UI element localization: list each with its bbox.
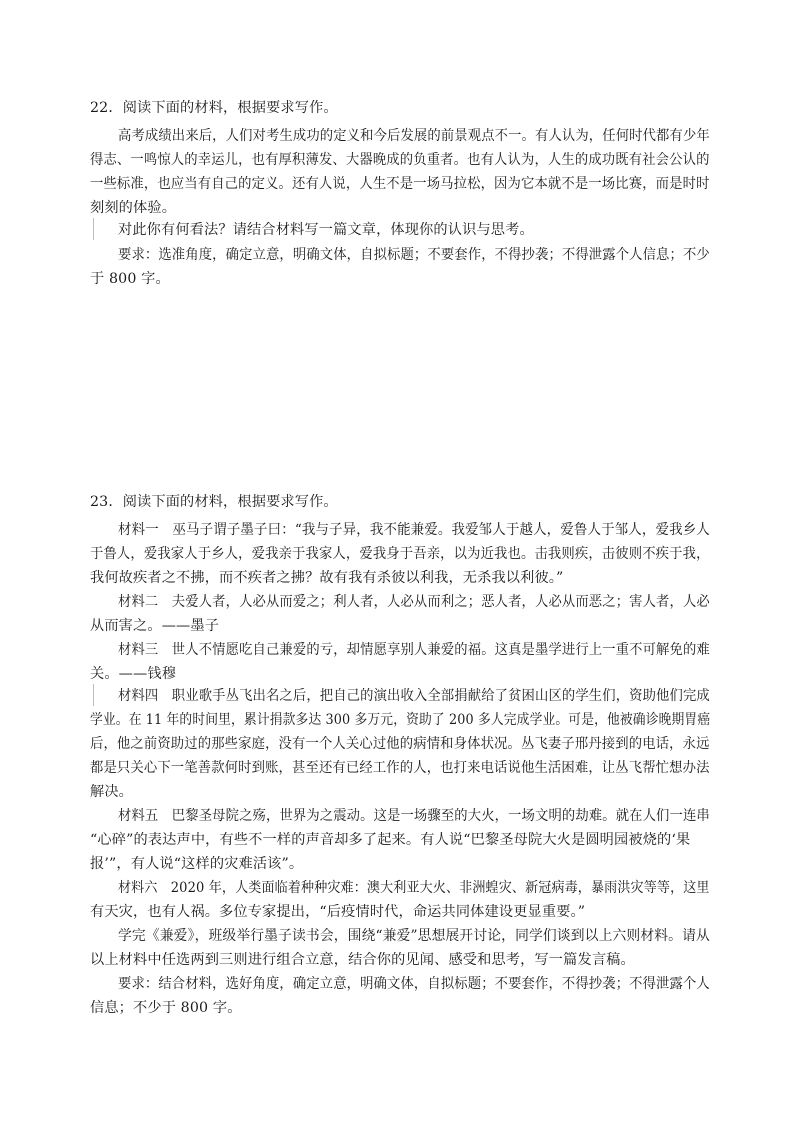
question-23-requirements-cont: 信息；不少于 800 字。: [90, 1000, 242, 1016]
question-22-requirements: 要求：选准角度，确定立意，明确文体，自拟标题；不要套作，不得抄袭；不得泄露个人信息；不少: [118, 247, 710, 263]
question-23-task: 以上材料中任选两到三则进行组合立意，结合你的见闻、感受和思考，写一篇发言稿。: [90, 952, 635, 968]
question-22-line: 得志、一鸣惊人的幸运儿，也有厚积薄发、大器晚成的负重者。也有人认为，人生的成功既有社会公认的: [90, 152, 710, 168]
material-1-line: 我何故疾者之不拂，而不疾者之拂？故有我有杀彼以利我，无杀我以利彼。”: [90, 570, 564, 586]
material-5-line: 报’”，有人说“这样的灾难活该”。: [90, 856, 304, 872]
material-1-line: 材料一 巫马子谓子墨子曰：“我与子异，我不能兼爱。我爱邹人于越人，爱鲁人于邹人，爱我乡人: [118, 522, 710, 538]
material-6-line: 有天灾，也有人祸。多位专家提出，“后疫情时代，命运共同体建设更显重要。”: [90, 904, 586, 920]
question-22-line: 一些标准，也应当有自己的定义。还有人说，人生不是一场马拉松，因为它本就不是一场比赛，而是时时: [90, 176, 710, 192]
material-4-line: 后，他之前资助过的那些家庭，没有一个人关心过他的病情和身体状况。丛飞妻子邢丹接到的电话，永远: [90, 736, 710, 752]
question-22-task: 对此你有何看法？请结合材料写一篇文章，体现你的认识与思考。: [118, 222, 534, 238]
material-2-line: 材料二 夫爱人者，人必从而爱之；利人者，人必从而利之；恶人者，人必从而恶之；害人者，人必: [118, 594, 710, 610]
question-22-heading: 22．阅读下面的材料，根据要求写作。: [90, 100, 338, 116]
question-22-line: 高考成绩出来后，人们对考生成功的定义和今后发展的前景观点不一。有人认为，任何时代都有少年: [118, 128, 710, 144]
question-22-line: 刻刻的体验。: [90, 200, 177, 216]
margin-mark: [93, 218, 94, 240]
question-23-task: 学完《兼爱》，班级举行墨子读书会，围绕“兼爱”思想展开讨论，同学们谈到以上六则材料。请从: [118, 928, 710, 944]
material-4-line: 材料四 职业歌手丛飞出名之后，把自己的演出收入全部捐献给了贫困山区的学生们，资助他们完成: [118, 688, 710, 704]
question-23-heading: 23．阅读下面的材料，根据要求写作。: [90, 494, 338, 510]
material-5-line: “心碎”的表达声中，有些不一样的声音却多了起来。有人说“巴黎圣母院大火是圆明园被烧的‘果: [90, 832, 691, 848]
material-2-line: 从而害之。——墨子: [90, 618, 220, 634]
margin-mark: [93, 684, 94, 706]
material-3-line: 材料三 世人不情愿吃自己兼爱的亏，却情愿享别人兼爱的福。这真是墨学进行上一重不可解免的难: [118, 642, 710, 658]
material-3-line: 关。——钱穆: [90, 666, 177, 682]
material-5-line: 材料五 巴黎圣母院之殇，世界为之震动。这是一场骤至的大火，一场文明的劫难。就在人们一连串: [118, 808, 710, 824]
material-1-line: 于鲁人，爱我家人于乡人，爱我亲于我家人，爱我身于吾亲，以为近我也。击我则疾，击彼则不疾于我，: [90, 546, 710, 562]
material-6-line: 材料六 2020 年，人类面临着种种灾难：澳大利亚大火、非洲蝗灾、新冠病毒，暴雨洪灾等等，这里: [118, 880, 710, 896]
material-4-line: 都是只关心下一笔善款何时到账，甚至还有已经工作的人，也打来电话说他生活困难，让丛飞帮忙想办法: [90, 760, 710, 776]
question-22-requirements-cont: 于 800 字。: [90, 271, 170, 287]
material-4-line: 学业。在 11 年的时间里，累计捐款多达 300 多万元，资助了 200 多人完成学业。可是，他被确诊晚期胃癌: [90, 712, 711, 728]
question-23-requirements: 要求：结合材料，选好角度，确定立意，明确文体，自拟标题；不要套作，不得抄袭；不得泄露个人: [118, 976, 710, 992]
material-4-line: 解决。: [90, 784, 134, 800]
